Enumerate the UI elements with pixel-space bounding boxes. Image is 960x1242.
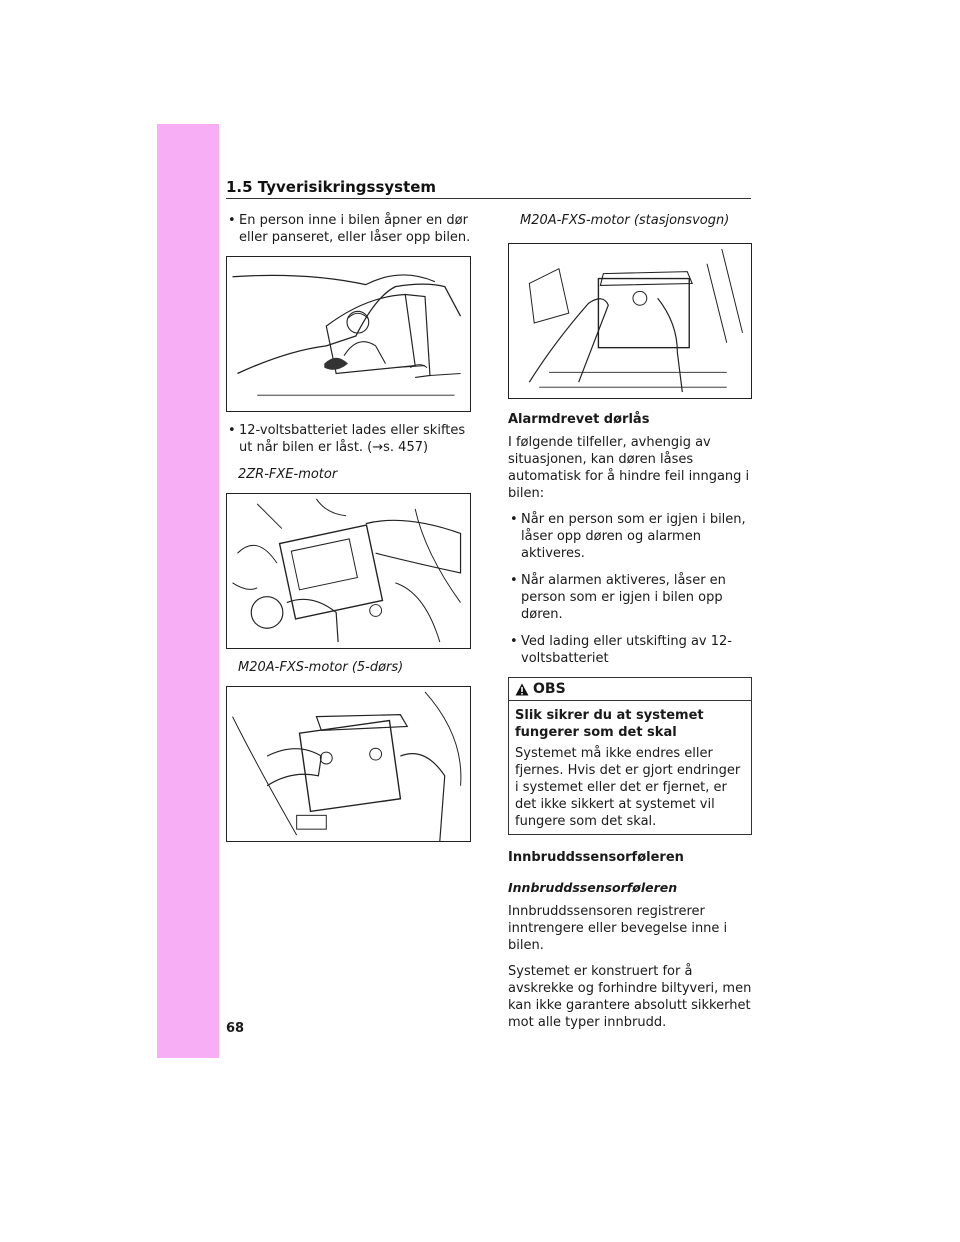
door-lock-intro: I følgende tilfeller, avhengig av situasjonen, kan døren låses automatisk for å hindre feil inngang i bilen: [508, 435, 750, 501]
bullet-battery-charge: • 12-voltsbatteriet lades eller skiftes ut når bilen er låst. (→s. 457) [226, 422, 471, 456]
bullet-lock-3: • Ved lading eller utskifting av 12-voltsbatteriet [508, 633, 752, 667]
section-title-sensor: Innbruddssensorføleren [508, 850, 684, 865]
sensor-para-2: Systemet er konstruert for å avskrekke og forhindre biltyveri, men kan ikke garantere absolutt sikkerhet mot alle typer innbrudd. [508, 964, 752, 1030]
left-column [226, 212, 471, 842]
figure-battery-m20a-wagon [508, 243, 752, 399]
battery-2zr-illustration [227, 494, 470, 648]
sensor-para-1: Innbruddssensoren registrerer inntrengere eller bevegelse inne i bilen. [508, 904, 728, 953]
figure-person-in-car [226, 256, 471, 412]
battery-m20a-wagon-illustration [509, 244, 751, 398]
section-title-door-lock: Alarmdrevet dørlås [508, 412, 650, 427]
bullet-lock-1: • Når en person som er igjen i bilen, låser opp døren og alarmen aktiveres. [508, 511, 752, 562]
car-door-illustration [227, 257, 470, 411]
notice-text: Systemet må ikke endres eller fjernes. Hvis det er gjort endringer i systemet eller det er fjernet, er det ikke sikkert at systemet vil fungere som det skal. [515, 746, 741, 829]
chapter-sidebar [157, 124, 219, 1058]
battery-m20a-5door-illustration [227, 687, 470, 841]
notice-label: OBS [533, 681, 566, 697]
warning-triangle-icon [515, 683, 529, 696]
figure-battery-2zr [226, 493, 471, 649]
right-column [508, 212, 752, 1040]
header-divider [226, 198, 751, 199]
sensor-subtitle: Innbruddssensorføleren [508, 880, 678, 895]
caption-m20a-wagon: M20A-FXS-motor (stasjonsvogn) [520, 213, 730, 228]
bullet-door-open: • En person inne i bilen åpner en dør eller panseret, eller låser opp bilen. [226, 212, 471, 246]
notice-header [509, 678, 751, 701]
notice-box [508, 677, 752, 835]
notice-body [509, 701, 751, 834]
caption-2zr-fxe: 2ZR-FXE-motor [238, 467, 338, 482]
page-number: 68 [226, 1021, 245, 1036]
caption-m20a-5door: M20A-FXS-motor (5-dørs) [238, 660, 404, 675]
notice-title: Slik sikrer du at systemet fungerer som det skal [515, 708, 704, 740]
figure-battery-m20a-5door [226, 686, 471, 842]
section-header: 1.5 Tyverisikringssystem [226, 178, 437, 196]
bullet-lock-2: • Når alarmen aktiveres, låser en person som er igjen i bilen opp døren. [508, 572, 752, 623]
